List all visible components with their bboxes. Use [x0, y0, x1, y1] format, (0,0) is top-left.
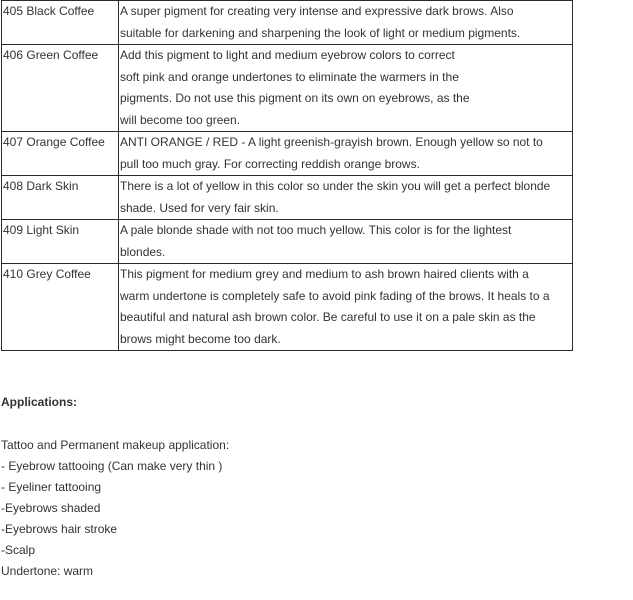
applications-section: [1, 392, 601, 582]
table-row: [2, 1, 573, 45]
description-line: suitable for darkening and sharpening the look of light or medium pigments.: [120, 25, 521, 40]
pigment-name: 408 Dark Skin: [2, 176, 119, 220]
description-line: This pigment for medium grey and medium to ash brown haired clients with a: [120, 267, 529, 281]
description-line: will become too green.: [120, 112, 241, 127]
description-line: pull too much gray. For correcting reddish orange brows.: [120, 156, 420, 171]
table-row: [2, 264, 573, 351]
description-line: A super pigment for creating very intense and expressive dark brows. Also: [120, 4, 514, 18]
description-line: beautiful and natural ash brown color. Be careful to use it on a pale skin as the: [120, 310, 536, 324]
applications-list: [1, 456, 601, 561]
description-line: ANTI ORANGE / RED - A light greenish-grayish brown. Enough yellow so not to: [120, 135, 543, 149]
applications-intro: Tattoo and Permanent makeup application:: [1, 438, 230, 452]
pigment-name: 406 Green Coffee: [2, 45, 119, 132]
description-line: A pale blonde shade with not too much yellow. This color is for the lightest: [120, 223, 512, 237]
description-line: pigments. Do not use this pigment on its own on eyebrows, as the: [120, 91, 470, 105]
table-row: [2, 220, 573, 264]
list-item: -Eyebrows shaded: [1, 501, 101, 515]
table-row: [2, 176, 573, 220]
pigment-name: 410 Grey Coffee: [2, 264, 119, 351]
description-line: blondes.: [120, 244, 166, 259]
pigment-description: [119, 1, 573, 45]
applications-heading: Applications:: [1, 395, 78, 409]
undertone-note: Undertone: warm: [1, 564, 94, 578]
list-item: -Scalp: [1, 543, 36, 557]
pigment-description: [119, 176, 573, 220]
description-line: brows might become too dark.: [120, 331, 281, 346]
pigment-description: [119, 220, 573, 264]
table-row: [2, 45, 573, 132]
table-row: [2, 132, 573, 176]
pigment-description: [119, 45, 573, 132]
pigment-description: [119, 132, 573, 176]
list-item: - Eyebrow tattooing (Can make very thin ): [1, 459, 223, 473]
list-item: - Eyeliner tattooing: [1, 480, 102, 494]
description-line: soft pink and orange undertones to eliminate the warmers in the: [120, 69, 459, 84]
pigment-name: 405 Black Coffee: [2, 1, 119, 45]
pigment-name: 407 Orange Coffee: [2, 132, 119, 176]
list-item: -Eyebrows hair stroke: [1, 522, 118, 536]
pigment-description: [119, 264, 573, 351]
pigment-name: 409 Light Skin: [2, 220, 119, 264]
description-line: There is a lot of yellow in this color so under the skin you will get a perfect blonde: [120, 179, 551, 193]
description-line: shade. Used for very fair skin.: [120, 200, 279, 215]
description-line: Add this pigment to light and medium eyebrow colors to correct: [120, 48, 455, 62]
pigment-table: [1, 0, 573, 351]
description-line: warm undertone is completely safe to avoid pink fading of the brows. It heals to a: [120, 288, 550, 303]
